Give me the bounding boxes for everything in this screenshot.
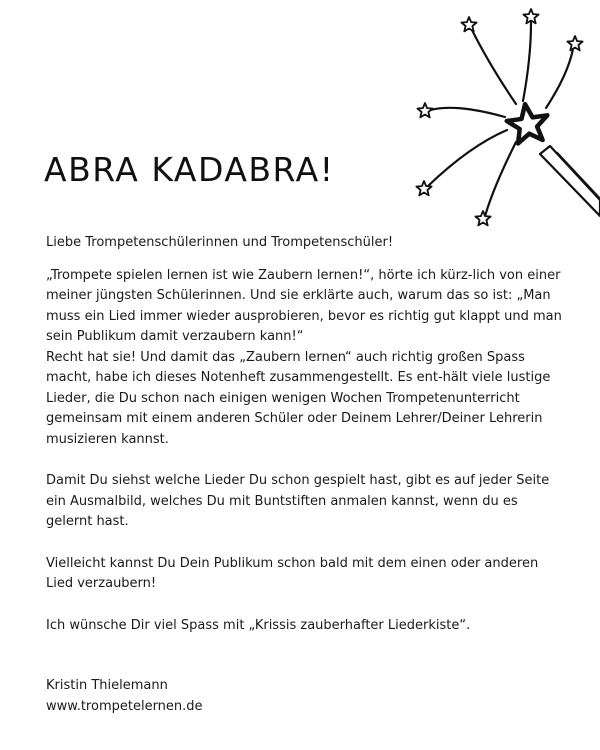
paragraph-quote: „Trompete spielen lernen ist wie Zaubern lernen!“, hörte ich kürz-lich von einer meiner jüngsten Schülerinnen. Und sie erklärte auch, warum das so ist: „Man muss ein Lied immer wieder ausprobieren, bevor es richtig gut klappt und man sein Publikum damit verzaubern kann!“ — [46, 267, 562, 344]
small-star-top — [523, 9, 538, 23]
small-star-top-right — [567, 36, 582, 50]
trail-top — [472, 30, 516, 104]
author-name: Kristin Thielemann — [46, 678, 168, 693]
small-star-left — [417, 103, 432, 117]
greeting: Liebe Trompetenschülerinnen und Trompetenschüler! — [46, 235, 394, 250]
small-star-top-left — [461, 17, 476, 31]
big-star — [505, 101, 551, 144]
letter-body — [46, 233, 566, 717]
trail-top-right — [523, 23, 531, 101]
page-title: ABRA KADABRA! — [44, 150, 335, 189]
trail-lower-left — [428, 130, 507, 186]
trail-right — [546, 49, 573, 108]
magic-wand-icon — [395, 0, 600, 235]
paragraph-coloring: Damit Du siehst welche Lieder Du schon gespielt hast, gibt es auf jeder Seite ein Ausmalbild, welches Du mit Buntstiften anmalen kannst, wenn du es gelernt hast. — [46, 473, 550, 529]
author-website: www.trompetelernen.de — [46, 698, 203, 714]
trail-left — [430, 108, 505, 117]
small-star-lower-left — [416, 181, 431, 195]
small-star-bottom — [475, 211, 490, 225]
trail-bottom — [484, 142, 516, 220]
paragraph-wishes: Ich wünsche Dir viel Spass mit „Krissis zauberhafter Liederkiste“. — [46, 617, 471, 633]
signature — [46, 676, 566, 717]
paragraph-audience: Vielleicht kannst Du Dein Publikum schon bald mit dem einen oder anderen Lied verzaubern! — [46, 555, 539, 591]
paragraph-notebook: Recht hat sie! Und damit das „Zaubern lernen“ auch richtig großen Spass macht, habe ich dieses Notenheft zusammengestellt. Es ent-hält viele lustige Lieder, die Du schon nach einigen wenigen Wochen Trompetenunterricht gemeinsam mit einem anderen Schüler oder Deinem Lehrer/Deiner Lehrerin musizieren kannst. — [46, 349, 551, 447]
wand-stick — [540, 146, 600, 216]
